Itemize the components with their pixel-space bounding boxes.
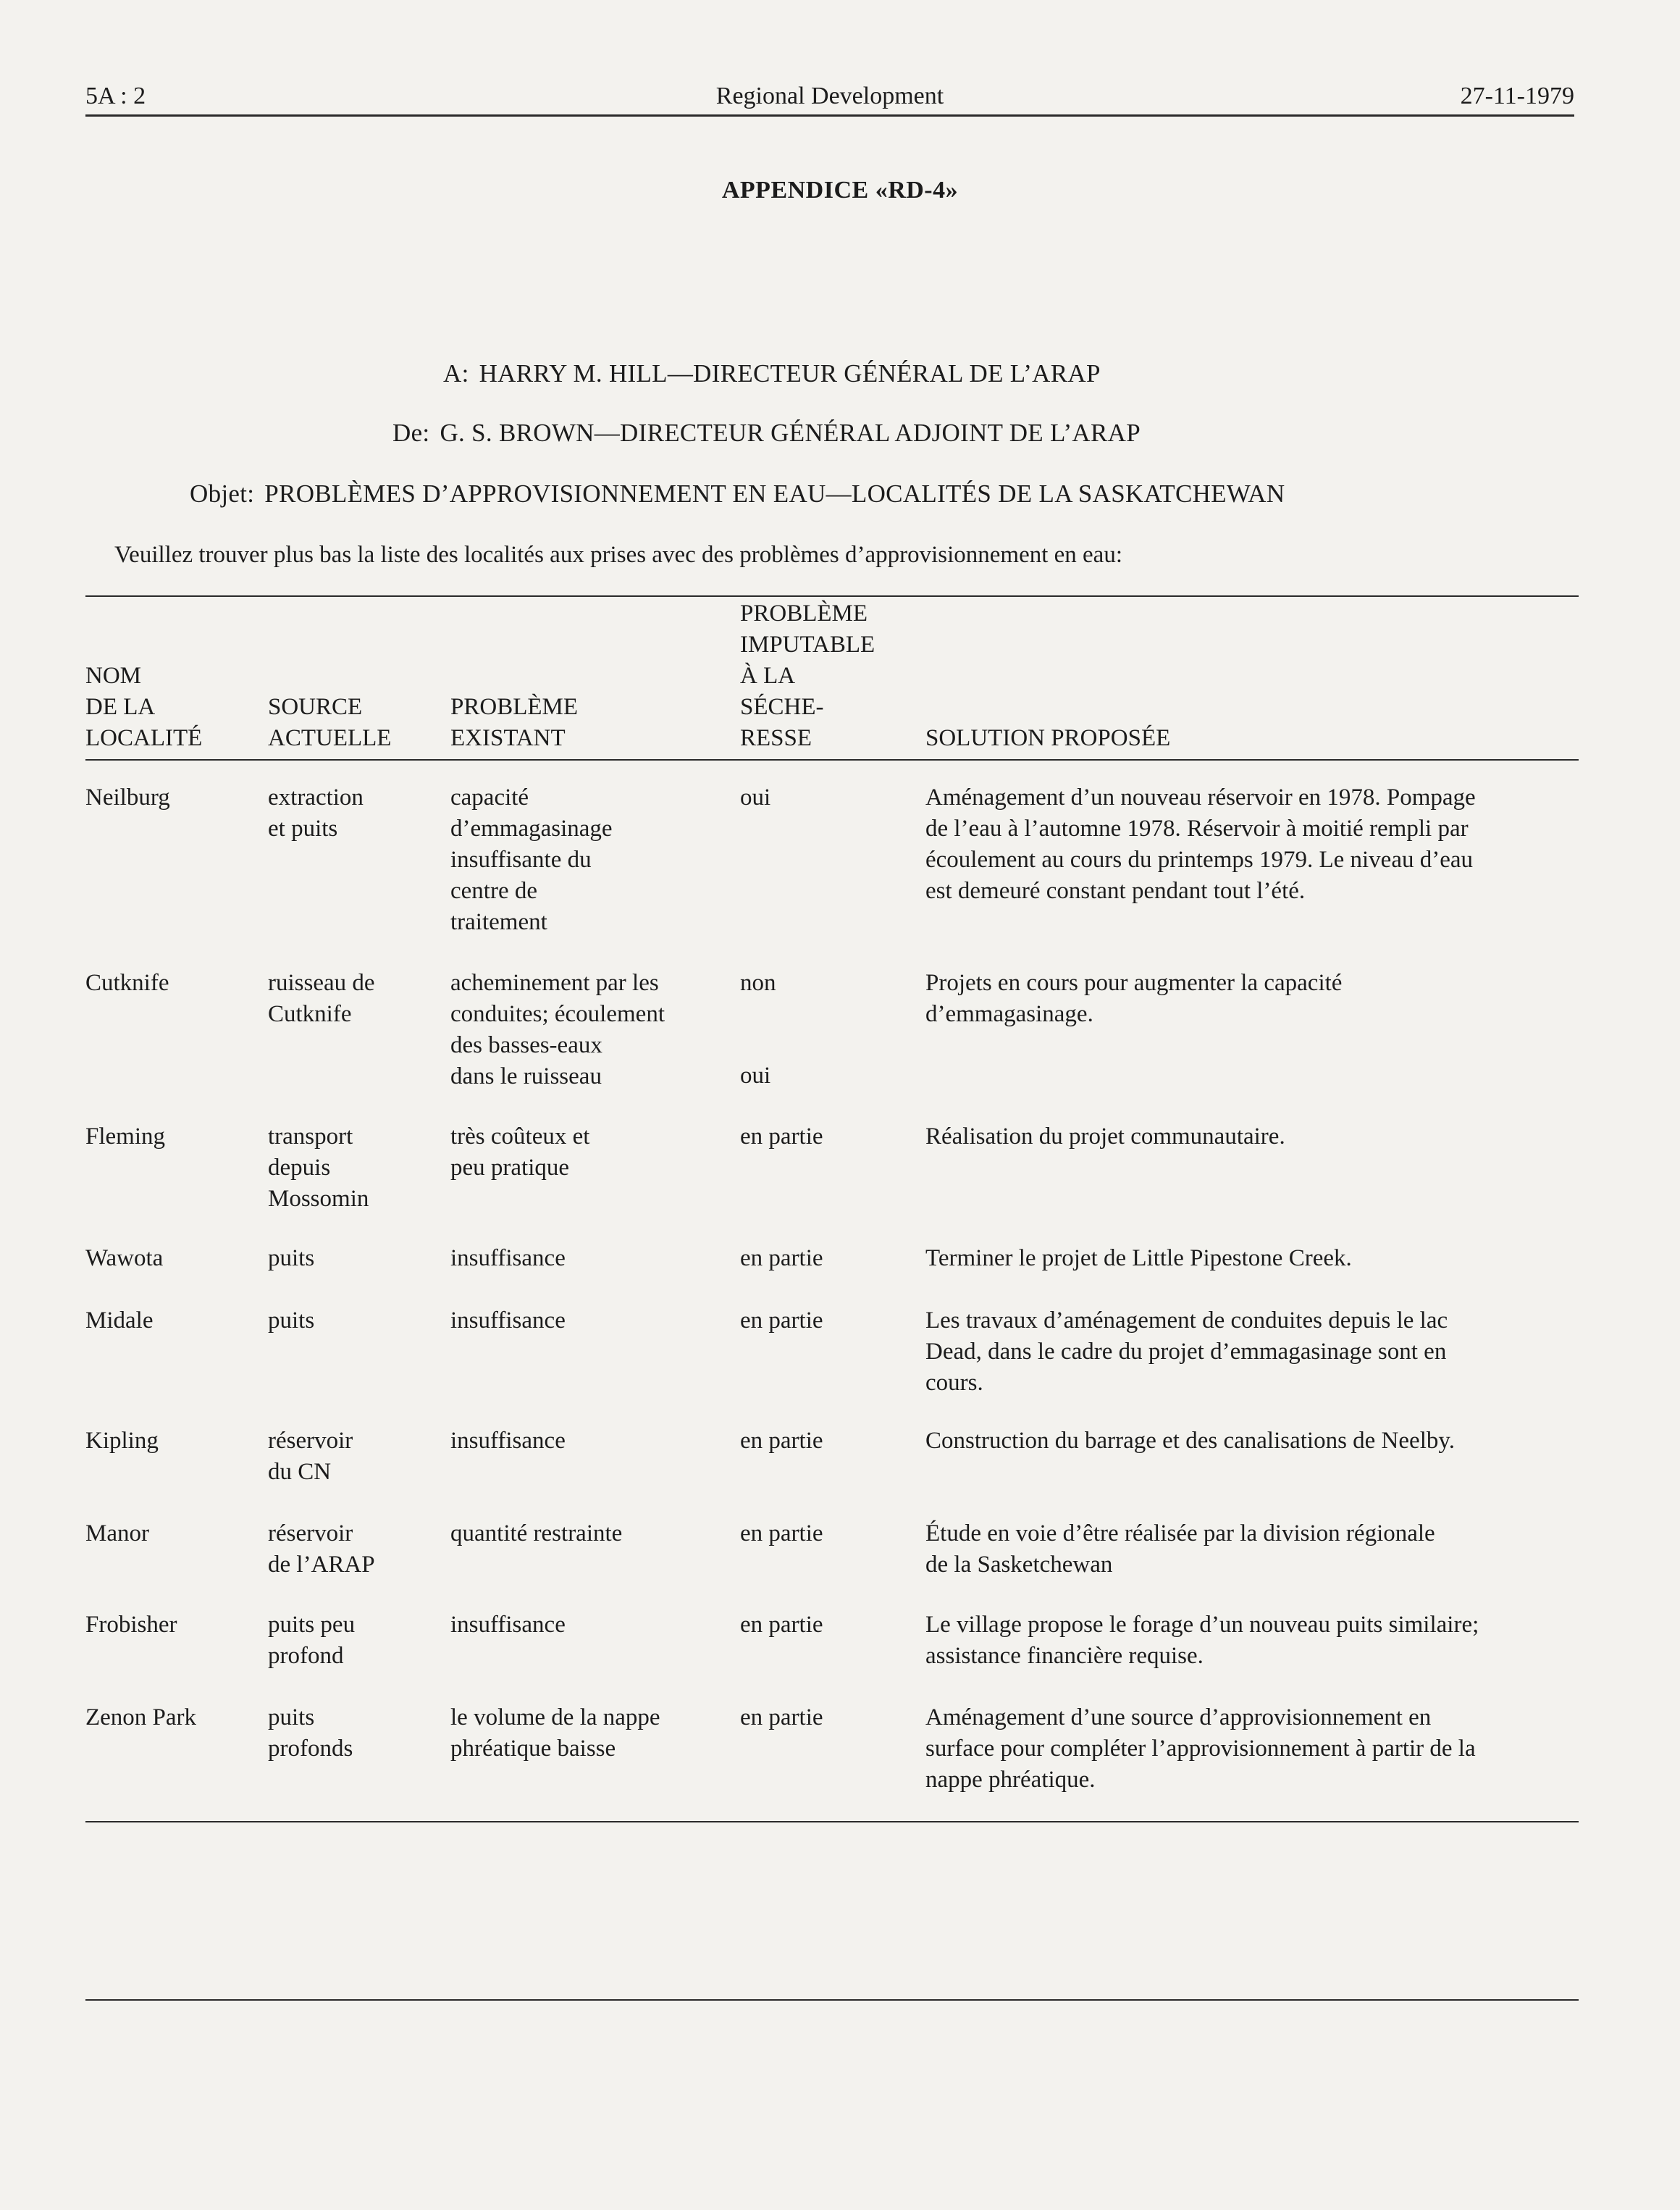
- cell-name: Zenon Park: [85, 1704, 197, 1730]
- cell-solution: Le village propose le forage d’un nouveau puits similaire; assistance financière requise.: [925, 1612, 1479, 1669]
- memo-subject-label: Objet:: [190, 480, 255, 508]
- memo-from: [392, 419, 1141, 448]
- cell-solution: Réalisation du projet communautaire.: [925, 1123, 1285, 1150]
- cell-drought: en partie: [740, 1123, 823, 1150]
- cell-source: puits peu profond: [268, 1612, 356, 1669]
- cell-drought: non: [740, 970, 776, 996]
- cell-solution: Construction du barrage et des canalisations de Neelby.: [925, 1428, 1455, 1454]
- cell-source: réservoir de l’ARAP: [268, 1520, 375, 1578]
- cell-name: Fleming: [85, 1123, 166, 1150]
- header-title: Regional Development: [715, 83, 944, 109]
- cell-solution: Aménagement d’une source d’approvisionnement en surface pour compléter l’approvisionnement à partir de la nappe phréatique.: [925, 1704, 1476, 1793]
- column-header-name: NOM DE LA LOCALITÉ: [85, 663, 203, 751]
- cell-drought-secondary: oui: [740, 1063, 771, 1089]
- column-header-problem: PROBLÈME EXISTANT: [450, 694, 579, 751]
- cell-source: ruisseau de Cutknife: [268, 970, 375, 1027]
- cell-name: Frobisher: [85, 1612, 177, 1638]
- memo-to-label: A:: [443, 359, 469, 388]
- cell-drought: en partie: [740, 1428, 823, 1454]
- memo-from-label: De:: [392, 419, 430, 447]
- cell-problem: le volume de la nappe phréatique baisse: [450, 1704, 660, 1762]
- cell-problem: insuffisance: [450, 1307, 566, 1334]
- memo-from-value: G. S. BROWN—DIRECTEUR GÉNÉRAL ADJOINT DE L’ARAP: [440, 419, 1141, 447]
- table-header-rule: [85, 759, 1579, 761]
- cell-source: réservoir du CN: [268, 1428, 353, 1485]
- cell-name: Midale: [85, 1307, 154, 1334]
- cell-name: Wawota: [85, 1245, 164, 1271]
- cell-source: puits: [268, 1307, 315, 1334]
- memo-subject-value: PROBLÈMES D’APPROVISIONNEMENT EN EAU—LOCALITÉS DE LA SASKATCHEWAN: [264, 480, 1285, 508]
- cell-source: transport depuis Mossomin: [268, 1123, 369, 1212]
- column-header-solution: SOLUTION PROPOSÉE: [925, 725, 1171, 751]
- table-bottom-rule: [85, 1821, 1579, 1822]
- cell-source: puits: [268, 1245, 315, 1271]
- memo-to-value: HARRY M. HILL—DIRECTEUR GÉNÉRAL DE L’ARAP: [479, 359, 1101, 388]
- cell-problem: capacité d’emmagasinage insuffisante du centre de traitement: [450, 784, 613, 935]
- running-header: [85, 80, 1574, 117]
- cell-solution: Étude en voie d’être réalisée par la division régionale de la Sasketchewan: [925, 1520, 1435, 1578]
- table-top-rule: [85, 595, 1579, 597]
- cell-problem: insuffisance: [450, 1612, 566, 1638]
- cell-source: extraction et puits: [268, 784, 364, 842]
- page-number: 5A : 2: [85, 83, 146, 109]
- cell-name: Neilburg: [85, 784, 170, 811]
- column-header-source: SOURCE ACTUELLE: [268, 694, 392, 751]
- cell-drought: en partie: [740, 1520, 823, 1546]
- cell-solution: Projets en cours pour augmenter la capacité d’emmagasinage.: [925, 970, 1343, 1027]
- memo-to: [443, 359, 1101, 388]
- cell-drought: en partie: [740, 1612, 823, 1638]
- intro-text: Veuillez trouver plus bas la liste des localités aux prises avec des problèmes d’approvisionnement en eau:: [114, 542, 1122, 568]
- cell-solution: Aménagement d’un nouveau réservoir en 1978. Pompage de l’eau à l’automne 1978. Réservoir à moitié rempli par écoulement au cours du printemps 1979. Le niveau d’eau est demeuré constant pendant tout l’été.: [925, 784, 1476, 904]
- cell-solution: Terminer le projet de Little Pipestone Creek.: [925, 1245, 1352, 1271]
- cell-name: Cutknife: [85, 970, 169, 996]
- cell-solution: Les travaux d’aménagement de conduites depuis le lac Dead, dans le cadre du projet d’emmagasinage sont en cours.: [925, 1307, 1448, 1396]
- cell-problem: insuffisance: [450, 1245, 566, 1271]
- cell-drought: oui: [740, 784, 771, 811]
- cell-name: Kipling: [85, 1428, 159, 1454]
- column-header-drought: PROBLÈME IMPUTABLE À LA SÉCHE- RESSE: [740, 600, 875, 751]
- cell-problem: quantité restrainte: [450, 1520, 623, 1546]
- appendix-title: APPENDICE «RD-4»: [721, 177, 959, 204]
- cell-problem: très coûteux et peu pratique: [450, 1123, 590, 1181]
- page-bottom-rule: [85, 1999, 1579, 2001]
- header-date: 27-11-1979: [1460, 83, 1574, 109]
- cell-drought: en partie: [740, 1704, 823, 1730]
- cell-source: puits profonds: [268, 1704, 353, 1762]
- cell-problem: insuffisance: [450, 1428, 566, 1454]
- memo-subject: [190, 480, 1285, 508]
- cell-drought: en partie: [740, 1307, 823, 1334]
- cell-problem: acheminement par les conduites; écoulement des basses-eaux dans le ruisseau: [450, 970, 665, 1089]
- cell-drought: en partie: [740, 1245, 823, 1271]
- cell-name: Manor: [85, 1520, 149, 1546]
